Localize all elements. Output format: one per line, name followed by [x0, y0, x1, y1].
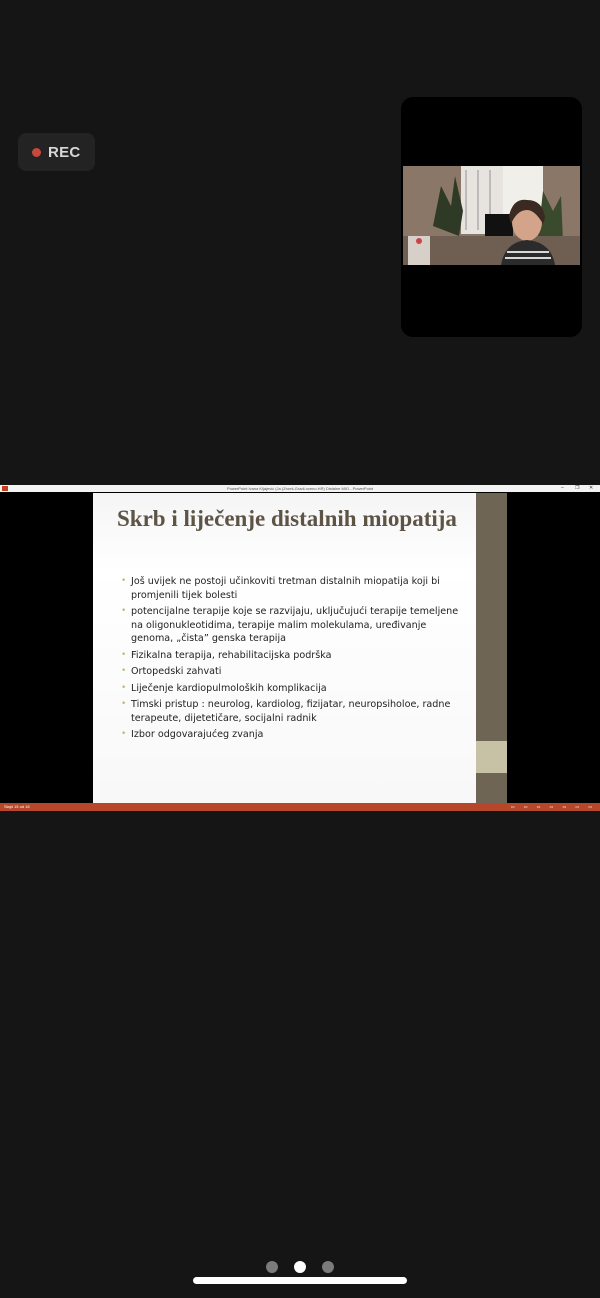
powerpoint-logo-icon: [2, 486, 8, 491]
page-dot-1[interactable]: [266, 1261, 278, 1273]
bullet-icon: •: [121, 649, 127, 660]
close-icon[interactable]: ✕: [589, 485, 594, 491]
home-indicator[interactable]: [193, 1277, 407, 1284]
bullet-icon: •: [121, 729, 127, 739]
bullet-text: Ortopedski zahvati: [131, 666, 222, 677]
slide-title: Skrb i liječenje distalnih miopatija: [117, 506, 457, 531]
bullet-icon: •: [121, 682, 127, 693]
ppt-statusbar: [0, 803, 600, 811]
view-controls-icon[interactable]: ▭ ▭ ▭ ▭ ▭ ▭ ▭: [510, 804, 596, 809]
bullet-text: potencijalne terapije koje se razvijaju, uključujući terapije temeljene na oligonukleotidima, terapije malim molekulama, uređivanje genoma, „čista” genska terapija: [131, 606, 459, 644]
bullet-icon: •: [121, 666, 127, 676]
list-item: [121, 649, 461, 663]
bullet-text: Fizikalna terapija, rehabilitacijska podrška: [131, 649, 332, 661]
bullet-icon: •: [121, 699, 127, 709]
bullet-icon: •: [121, 606, 127, 616]
recording-label: REC: [48, 143, 81, 161]
slide-side-band: [476, 741, 507, 773]
video-scene-image: [403, 166, 580, 265]
list-item: [121, 728, 461, 742]
bullet-text: Izbor odgovarajućeg zvanja: [131, 729, 264, 740]
record-dot-icon: [32, 148, 41, 157]
page-dot-3[interactable]: [322, 1261, 334, 1273]
slide-counter: Slajd 15 od 18: [4, 804, 30, 809]
list-item: [121, 605, 461, 646]
presentation-slide: [93, 493, 476, 803]
list-item: [121, 665, 461, 679]
page-indicator[interactable]: [0, 1261, 600, 1275]
participant-video-tile[interactable]: [401, 97, 582, 337]
page-dot-2-active[interactable]: [294, 1261, 306, 1273]
slide-side-decoration: [476, 493, 507, 803]
slide-bullet-list: [121, 575, 461, 745]
bullet-text: Liječenje kardiopulmoloških komplikacija: [131, 682, 327, 694]
participant-video-feed: [403, 166, 580, 265]
minimize-icon[interactable]: –: [561, 485, 564, 491]
ppt-titlebar: [0, 485, 600, 492]
recording-indicator: [18, 133, 95, 171]
ppt-window-title: PowerPoint Ivana Kljajević (Ja (Zroeš-Gradi.oceno.HR) Distalne MIO - PowerPoint: [226, 486, 374, 491]
screen-share-area[interactable]: [0, 485, 600, 811]
bullet-icon: •: [121, 576, 127, 586]
bullet-text: Timski pristup : neurolog, kardiolog, fizijatar, neuropsiholoe, radne terapeute, dijetetičare, socijalni radnik: [131, 699, 451, 724]
bullet-text: Još uvijek ne postoji učinkoviti tretman distalnih miopatija koji bi promjenili tijek bolesti: [131, 576, 440, 601]
restore-icon[interactable]: ❐: [575, 485, 580, 491]
list-item: [121, 698, 461, 725]
list-item: [121, 575, 461, 602]
list-item: [121, 682, 461, 696]
